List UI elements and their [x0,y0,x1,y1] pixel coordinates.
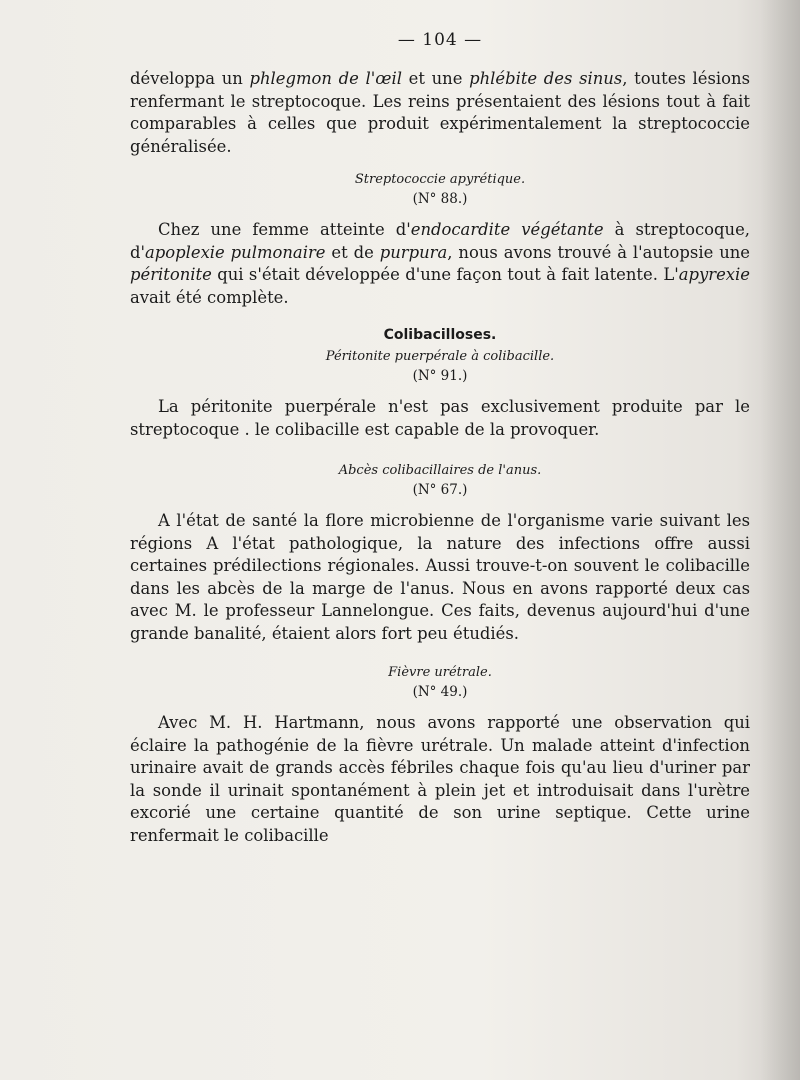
section-heading-abces: Abcès colibacillaires de l'anus. [338,463,542,478]
page-edge-shadow [760,0,800,1080]
reference-number-49: (N° 49.) [412,684,468,700]
page-number: — 104 — [397,30,483,50]
subheading-peritonite: Péritonite puerpérale à colibacille. [325,349,555,364]
page-content [130,30,750,847]
section-heading-fievre-uretrale: Fièvre urétrale. [388,665,492,680]
reference-number-67: (N° 67.) [412,482,468,498]
paragraph-streptococcie: Chez une femme atteinte d'endocardite végétante à streptocoque, d'apoplexie pulmonaire et de purpura, nous avons trouvé à l'autopsie une péritonite qui s'était développée d'une façon tout à fait latente. L'apyrexie avait été complète. [130,220,751,307]
paragraph-peritonite: La péritonite puerpérale n'est pas exclusivement produite par le streptocoque . le colibacille est capable de la provoquer. [130,397,750,439]
paragraph-fievre-uretrale: Avec M. H. Hartmann, nous avons rapporté une observation qui éclaire la pathogénie de la fièvre urétrale. Un malade atteint d'infection urinaire avait de grands accès fébriles chaque fois qu'au lieu d'uriner par la sonde il urinait spontanément à plein jet et introduisait dans l'urètre excorié une certaine quantité de son urine septique. Cette urine renfermait le colibacille [130,713,750,845]
paragraph-abces: A l'état de santé la flore microbienne de l'organisme varie suivant les régions A l'état pathologique, la nature des infections offre aussi certaines prédilections régionales. Aussi trouve-t-on souvent le colibacille dans les abcès de la marge de l'anus. Nous en avons rapporté deux cas avec M. le professeur Lannelongue. Ces faits, devenus aujourd'hui d'une grande banalité, étaient alors fort peu étudiés. [130,511,750,643]
section-heading-colibacilloses: Colibacilloses. [383,327,497,343]
reference-number-91: (N° 91.) [412,368,468,384]
reference-number-88: (N° 88.) [412,191,468,207]
section-heading-streptococcie: Streptococcie apyrétique. [354,172,526,187]
paragraph-intro: développa un phlegmon de l'œil et une phlébite des sinus, toutes lésions renfermant le streptocoque. Les reins présentaient des lésions tout à fait comparables à celles que produit expérimentalement la streptococcie généralisée. [130,69,750,156]
